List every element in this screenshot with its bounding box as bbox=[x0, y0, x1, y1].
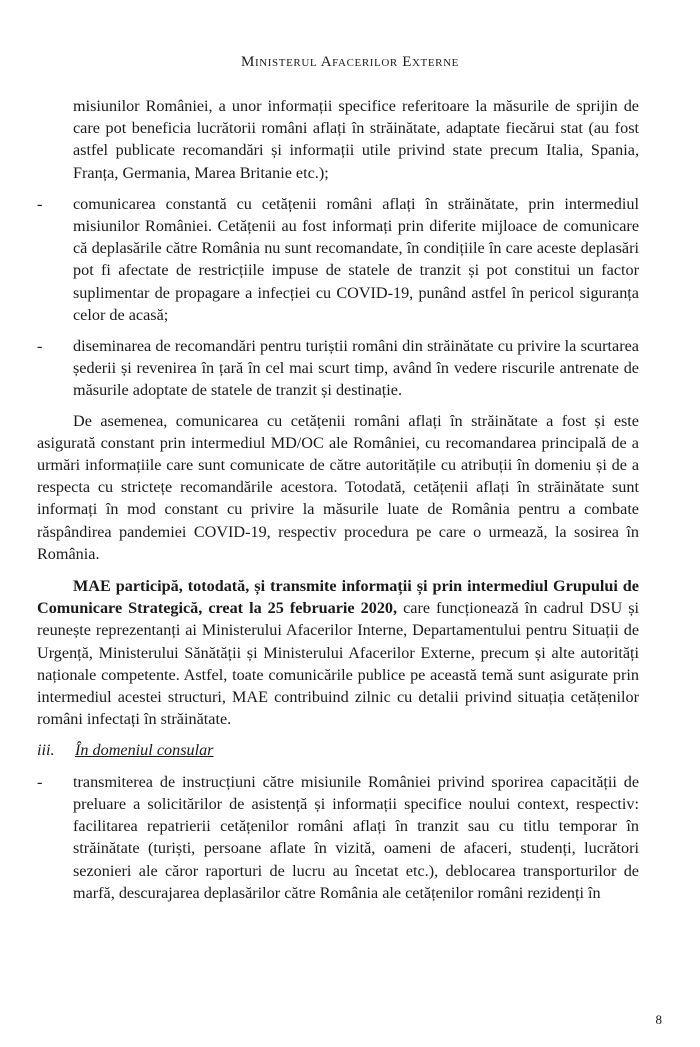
section-title: În domeniul consular bbox=[75, 741, 214, 760]
paragraph-text: care funcționează în cadrul DSU și reunește reprezentanți ai Ministerului Afacerilor Interne, Departamentului pentru Situații de Urgență, Ministerului Sănătății și Ministerului Afacerilor Externe, precum și alte autorități naționale competente. Astfel, toate comunicările publice pe această temă sunt asigurate prin intermediul acestei structuri, MAE contribuind zilnic cu detalii privind situația cetățenilor români infectați în străinătate. bbox=[37, 599, 639, 729]
bullet-text: transmiterea de instrucțiuni către misiunile României privind sporirea capacității de preluare a solicitărilor de asistență și informații specifice noului context, respectiv: facilitarea repatrierii cetățenilor români aflați în tranzit sau cu titlu temporar în străinătate (turiști, persoane aflate în vizită, oameni de afaceri, studenți, lucrători sezonieri ale căror raporturi de lucru au încetat etc.), deblocarea transporturilor de marfă, descurajarea deplasărilor către România ale cetățenilor români rezidenți în bbox=[73, 772, 639, 902]
paragraph-strategic-communication bbox=[37, 575, 639, 730]
document-body bbox=[37, 95, 639, 904]
bold-text: MAE participă, totodată, și transmite informații și prin intermediul Grupului de Comunicare Strategică, creat la 25 februarie 2020, bbox=[37, 577, 639, 618]
bullet-dash: - bbox=[37, 194, 43, 213]
section-heading bbox=[37, 739, 639, 761]
page-number: 8 bbox=[655, 1012, 662, 1027]
bullet-dash: - bbox=[37, 772, 43, 791]
paragraph: De asemenea, comunicarea cu cetățenii români aflați în străinătate a fost și este asigurată constant prin intermediul MD/OC ale României, cu recomandarea principală de a urmări informațiile care sunt comunicate de către autoritățile cu atribuții în domeniu și de a respecta cu strictețe recomandările acestora. Totodată, cetățenii aflați în străinătate sunt informați în mod constant cu privire la măsurile luate de România pentru a combate răspândirea pandemiei COVID-19, respectiv procedura pe care o urmează, la sosirea în România. bbox=[37, 411, 639, 563]
bullet-item bbox=[37, 193, 639, 326]
page-header: Ministerul Afacerilor Externe bbox=[241, 54, 459, 70]
bullet-text: diseminarea de recomandări pentru turiștii români din străinătate cu privire la scurtarea șederii și revenirea în țară în cel mai scurt timp, având în vedere riscurile antrenate de măsurile adoptate de statele de tranzit și destinație. bbox=[73, 337, 639, 400]
bullet-item bbox=[37, 771, 639, 904]
bullet-item bbox=[37, 335, 639, 402]
section-number: iii. bbox=[37, 741, 55, 760]
bullet-dash: - bbox=[37, 337, 43, 356]
paragraph-continuation: misiunilor României, a unor informații specifice referitoare la măsurile de sprijin de care pot beneficia lucrătorii români aflați în străinătate, adaptate fiecărui stat (au fost astfel publicate recomandări și informații utile privind state precum Italia, Spania, Franța, Germania, Marea Britanie etc.); bbox=[73, 97, 639, 182]
bullet-text: comunicarea constantă cu cetățenii români aflați în străinătate, prin intermediul misiunilor României. Cetățenii au fost informați prin diferite mijloace de comunicare că deplasările către România nu sunt recomandate, în condițiile în care aceste deplasări pot fi afectate de restricțiile impuse de statele de tranzit și pot constitui un factor suplimentar de propagare a infecției cu COVID-19, punând astfel în pericol siguranța celor de acasă; bbox=[73, 194, 639, 324]
